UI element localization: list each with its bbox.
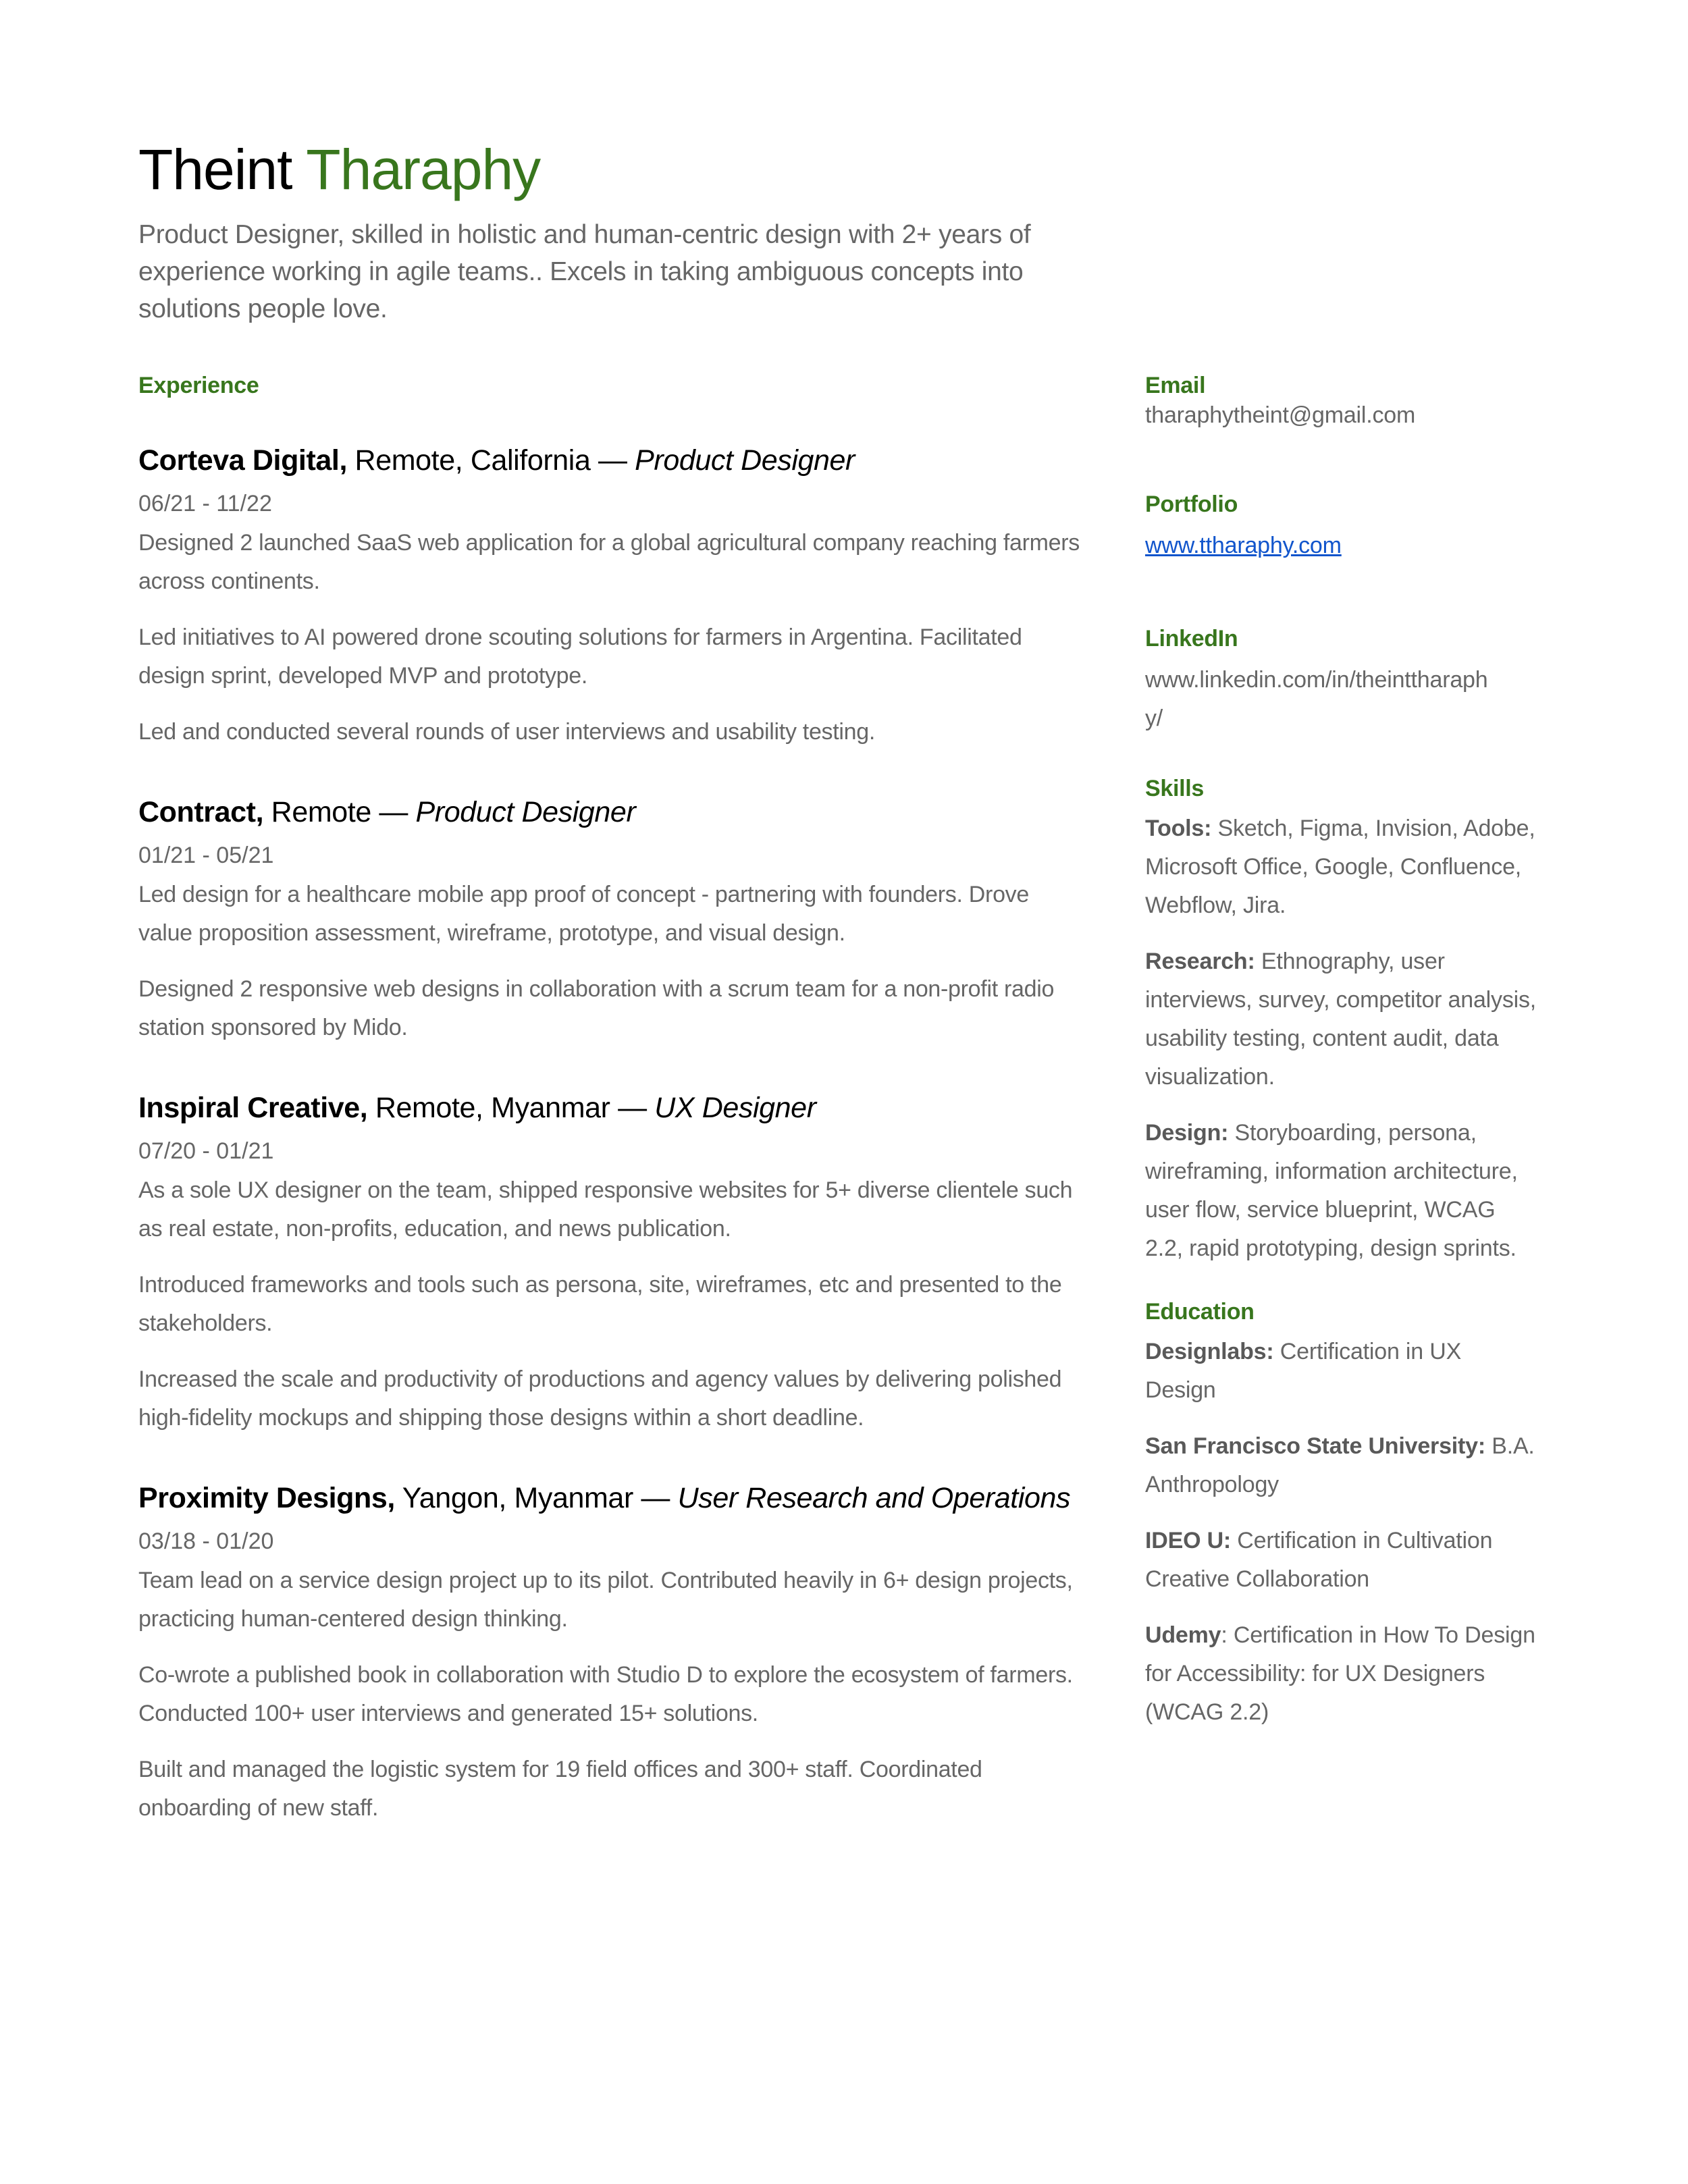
education-detail: B.A. Anthropology xyxy=(1145,1433,1535,1497)
sidebar xyxy=(1145,370,1537,1749)
skill-label: Design: xyxy=(1145,1120,1229,1146)
job-role: Product Designer xyxy=(635,444,855,477)
job-company: Corteva Digital, xyxy=(138,444,348,477)
linkedin-url: www.linkedin.com/in/theinttharaphy/ xyxy=(1145,667,1488,731)
linkedin-block xyxy=(1145,623,1537,738)
education-item xyxy=(1145,1616,1537,1732)
job-location: Remote — xyxy=(263,796,416,828)
job-description: Designed 2 responsive web designs in collaboration with a scrum team for a non-profit radio station sponsored by Mido. xyxy=(138,976,1055,1040)
email-address: tharaphytheint@gmail.com xyxy=(1145,402,1416,428)
experience-section xyxy=(138,370,1084,1828)
skill-text: Ethnography, user interviews, survey, competitor analysis, usability testing, content audit, data visualization. xyxy=(1145,949,1537,1090)
linkedin-heading: LinkedIn xyxy=(1145,626,1238,651)
job-role: User Research and Operations xyxy=(677,1482,1071,1514)
job-description: Designed 2 launched SaaS web application for a global agricultural company reaching farmers across continents. xyxy=(138,530,1080,594)
job-title xyxy=(138,792,1084,832)
job-company: Contract, xyxy=(138,796,264,828)
education-item xyxy=(1145,1333,1537,1410)
job-entry xyxy=(138,1478,1084,1828)
job-dates: 03/18 - 01/20 xyxy=(138,1528,274,1554)
job-description: Led and conducted several rounds of user interviews and usability testing. xyxy=(138,719,876,745)
job-company: Proximity Designs, xyxy=(138,1482,395,1514)
portfolio-heading: Portfolio xyxy=(1145,491,1238,517)
education-heading: Education xyxy=(1145,1299,1255,1325)
job-entry xyxy=(138,440,1084,751)
job-dates: 06/21 - 11/22 xyxy=(138,491,272,516)
job-entry xyxy=(138,1088,1084,1437)
job-location: Remote, California — xyxy=(347,444,635,477)
skills-heading: Skills xyxy=(1145,776,1205,801)
education-item xyxy=(1145,1427,1537,1504)
job-location: Remote, Myanmar — xyxy=(367,1092,655,1124)
job-dates: 01/21 - 05/21 xyxy=(138,843,274,868)
job-description: Increased the scale and productivity of productions and agency values by delivering polished high-fidelity mockups and shipping those designs within a short deadline. xyxy=(138,1366,1062,1431)
job-description: Co-wrote a published book in collaboration with Studio D to explore the ecosystem of farmers. Conducted 100+ user interviews and generated 15+ solutions. xyxy=(138,1662,1073,1726)
job-description: Built and managed the logistic system for 19 field offices and 300+ staff. Coordinated onboarding of new staff. xyxy=(138,1757,982,1821)
portfolio-link[interactable]: www.ttharaphy.com xyxy=(1145,533,1342,558)
job-role: Product Designer xyxy=(415,796,636,828)
skill-text: Sketch, Figma, Invision, Adobe, Microsoft Office, Google, Confluence, Webflow, Jira. xyxy=(1145,816,1535,918)
education-school: Udemy xyxy=(1145,1622,1221,1648)
job-location: Yangon, Myanmar — xyxy=(394,1482,678,1514)
skills-section xyxy=(1145,773,1537,1268)
portfolio-block xyxy=(1145,489,1537,565)
job-title xyxy=(138,1478,1084,1518)
job-description: As a sole UX designer on the team, shipped responsive websites for 5+ diverse clientele such as real estate, non-profits, education, and news publication. xyxy=(138,1177,1073,1242)
skill-group xyxy=(1145,1114,1537,1268)
job-entry xyxy=(138,792,1084,1047)
education-detail: Certification in UX Design xyxy=(1145,1339,1462,1403)
experience-heading: Experience xyxy=(138,373,259,398)
skill-text: Storyboarding, persona, wireframing, information architecture, user flow, service blueprint, WCAG 2.2, rapid prototyping, design sprints. xyxy=(1145,1120,1518,1261)
job-description: Led design for a healthcare mobile app proof of concept - partnering with founders. Drove value proposition assessment, wireframe, prototype, and visual design. xyxy=(138,882,1029,946)
education-detail: Certification in Cultivation Creative Collaboration xyxy=(1145,1528,1493,1592)
education-section xyxy=(1145,1296,1537,1732)
email-heading: Email xyxy=(1145,373,1206,398)
job-description: Team lead on a service design project up to its pilot. Contributed heavily in 6+ design projects, practicing human-centered design thinking. xyxy=(138,1568,1073,1632)
job-title xyxy=(138,440,1084,481)
job-role: UX Designer xyxy=(654,1092,816,1124)
education-item xyxy=(1145,1522,1537,1599)
skill-label: Research: xyxy=(1145,949,1255,974)
job-description: Introduced frameworks and tools such as persona, site, wireframes, etc and presented to the stakeholders. xyxy=(138,1272,1062,1336)
skill-label: Tools: xyxy=(1145,816,1212,841)
job-title xyxy=(138,1088,1084,1128)
education-detail: : Certification in How To Design for Accessibility: for UX Designers (WCAG 2.2) xyxy=(1145,1622,1535,1725)
skill-group xyxy=(1145,809,1537,925)
last-name: Tharaphy xyxy=(306,138,541,201)
education-school: Designlabs: xyxy=(1145,1339,1274,1364)
education-school: San Francisco State University: xyxy=(1145,1433,1485,1459)
job-dates: 07/20 - 01/21 xyxy=(138,1138,274,1164)
education-school: IDEO U: xyxy=(1145,1528,1232,1553)
resume-name xyxy=(138,132,540,207)
first-name: Theint xyxy=(138,138,292,201)
job-company: Inspiral Creative, xyxy=(138,1092,368,1124)
skill-group xyxy=(1145,942,1537,1096)
email-block xyxy=(1145,370,1537,431)
summary: Product Designer, skilled in holistic and human-centric design with 2+ years of experience working in agile teams.. Excels in taking ambiguous concepts into solutions people love. xyxy=(138,220,1031,323)
job-description: Led initiatives to AI powered drone scouting solutions for farmers in Argentina. Facilitated design sprint, developed MVP and prototype. xyxy=(138,624,1022,689)
